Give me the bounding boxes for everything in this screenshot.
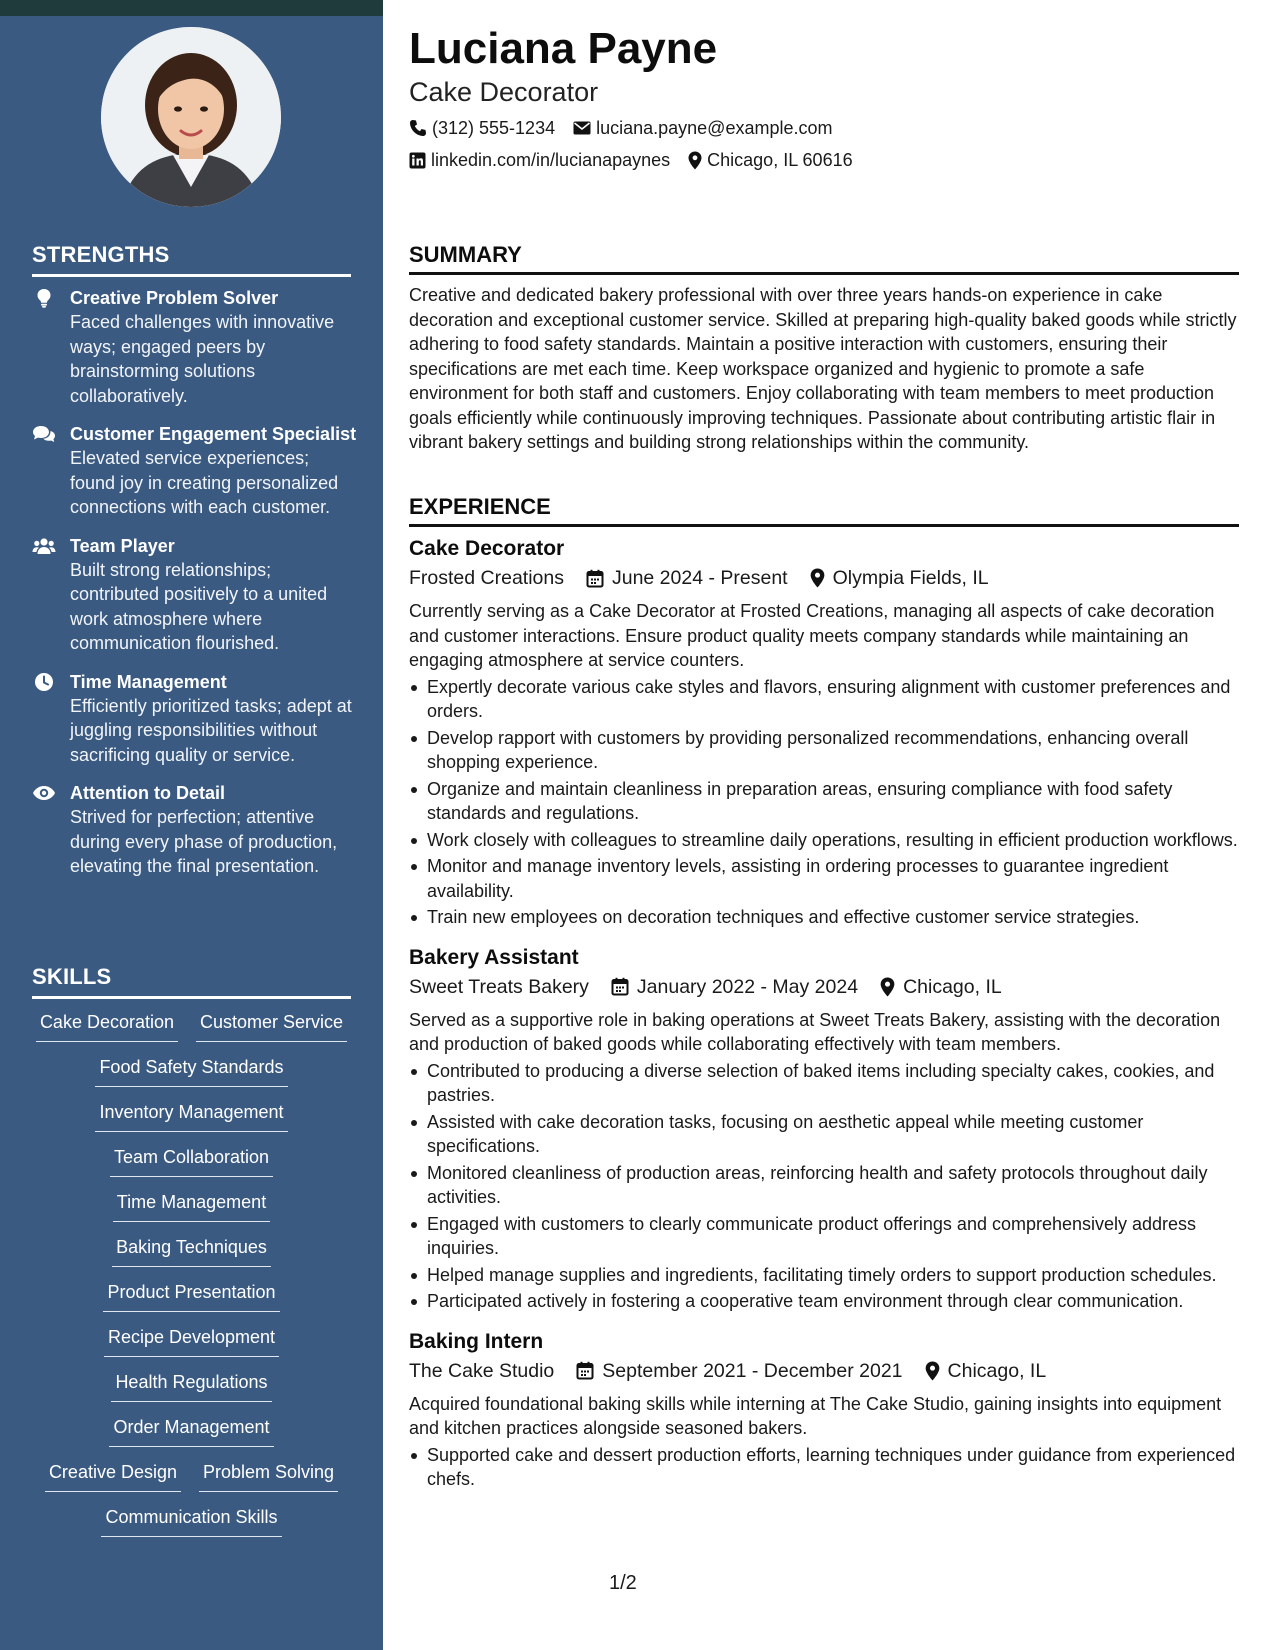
linkedin-icon <box>409 152 426 169</box>
job-dates <box>586 563 788 593</box>
skill-row <box>32 1100 351 1145</box>
skill-tag: Inventory Management <box>95 1100 287 1132</box>
job-title: Baking Intern <box>409 1329 544 1353</box>
map-pin-icon <box>880 977 895 997</box>
bullet-item: Contributed to producing a diverse selection of baked items including specialty cakes, cookies, and pastries. <box>409 1059 1239 1108</box>
contact-phone <box>409 116 555 140</box>
job-location-text: Olympia Fields, IL <box>832 567 989 589</box>
job-description: Served as a supportive role in baking operations at Sweet Treats Bakery, assisting with the decoration and production of baked goods while collaborating effectively with team members. <box>409 1009 1221 1054</box>
job-location <box>810 563 989 593</box>
skills-list <box>32 1010 351 1550</box>
calendar-icon <box>611 977 629 996</box>
job-company <box>409 972 589 1002</box>
job-location <box>880 972 1002 1002</box>
strength-title: Creative Problem Solver <box>70 288 279 308</box>
job-title: Bakery Assistant <box>409 945 579 969</box>
job-entry <box>409 944 1239 1314</box>
skill-row <box>32 1280 351 1325</box>
skill-tag: Communication Skills <box>101 1505 281 1537</box>
bullet-item: Monitored cleanliness of production areas, reinforcing health and safety protocols throughout daily activities. <box>409 1161 1239 1210</box>
job-entry <box>409 535 1239 930</box>
skills-title: SKILLS <box>32 964 351 999</box>
job-dates <box>576 1356 902 1386</box>
skill-tag: Health Regulations <box>111 1370 271 1402</box>
header <box>409 22 1239 172</box>
clock-icon <box>32 672 56 692</box>
strength-title: Team Player <box>70 535 175 556</box>
calendar-icon <box>576 1361 594 1380</box>
job-dates-text: September 2021 - December 2021 <box>602 1359 903 1382</box>
skill-row <box>32 1055 351 1100</box>
skill-tag: Cake Decoration <box>36 1010 178 1042</box>
job-dates-text: June 2024 - Present <box>611 567 788 589</box>
bullet-item: Monitor and manage inventory levels, assisting in ordering processes to guarantee ingredient availability. <box>409 854 1239 903</box>
skill-row <box>32 1370 351 1415</box>
skill-row <box>32 1145 351 1190</box>
sidebar-top-bar <box>0 0 383 16</box>
linkedin-url[interactable]: linkedin.com/in/lucianapaynes <box>431 150 671 170</box>
job-company <box>409 1356 554 1386</box>
strength-item <box>32 422 357 520</box>
skill-tag: Baking Techniques <box>112 1235 271 1267</box>
strength-item <box>32 286 357 408</box>
chat-bubbles-icon <box>32 424 56 444</box>
bullet-item: Develop rapport with customers by providing personalized recommendations, enhancing overall shopping experience. <box>409 726 1239 775</box>
avatar <box>101 27 281 207</box>
bullet-item: Helped manage supplies and ingredients, facilitating timely orders to support production schedules. <box>409 1263 1239 1288</box>
sidebar <box>0 0 383 1650</box>
bullet-item: Work closely with colleagues to streamline daily operations, resulting in efficient production workflows. <box>409 828 1239 853</box>
skill-tag: Time Management <box>113 1190 270 1222</box>
bullet-item: Engaged with customers to clearly communicate product offerings and comprehensively address inquiries. <box>409 1212 1239 1261</box>
skill-tag: Creative Design <box>45 1460 181 1492</box>
page-number: 1/2 <box>609 1572 637 1594</box>
bullet-item: Supported cake and dessert production efforts, learning techniques under guidance from experienced chefs. <box>409 1443 1239 1492</box>
skill-row <box>32 1010 351 1055</box>
calendar-icon <box>586 569 604 588</box>
eye-icon <box>32 783 56 803</box>
strength-desc: Strived for perfection; attentive during every phase of production, elevating the final presentation. <box>70 807 338 876</box>
job-bullets <box>409 675 1239 930</box>
skill-row <box>32 1460 351 1505</box>
location-text: Chicago, IL 60616 <box>707 150 853 170</box>
job-bullets <box>409 1443 1239 1492</box>
skill-tag: Product Presentation <box>103 1280 279 1312</box>
job-location-text: Chicago, IL <box>903 975 1002 998</box>
strength-desc: Built strong relationships; contributed positively to a united work atmosphere where communication flourished. <box>70 559 328 653</box>
email-address[interactable]: luciana.payne@example.com <box>596 118 833 138</box>
skill-tag: Food Safety Standards <box>95 1055 287 1087</box>
strength-desc: Faced challenges with innovative ways; engaged peers by brainstorming solutions collaboratively. <box>70 312 335 406</box>
lightbulb-icon <box>32 288 56 308</box>
skill-tag: Recipe Development <box>104 1325 279 1357</box>
map-pin-icon <box>810 568 825 588</box>
summary-title: SUMMARY <box>409 242 1239 275</box>
phone-icon <box>409 119 427 137</box>
strengths-title: STRENGTHS <box>32 242 351 277</box>
skill-row <box>32 1190 351 1235</box>
skill-row <box>32 1325 351 1370</box>
job-dates <box>611 972 858 1002</box>
job-meta <box>409 1356 1239 1386</box>
map-pin-icon <box>688 151 702 170</box>
company-name: Frosted Creations <box>409 567 564 589</box>
contact-row <box>409 148 1239 172</box>
skill-tag: Problem Solving <box>199 1460 338 1492</box>
summary-text: Creative and dedicated bakery professional with over three years hands-on experience in cake decoration and exceptional customer service. Skilled at preparing high-quality baked goods while strictly adhering to food safety standards. Maintain a positive interaction with customers, ensuring their specifications are met each time. Keep workspace organized and hygienic to promote a safe environment for both staff and customers. Enjoy collaborating with team members to meet production goals efficiently while continuously improving techniques. Passionate about contributing artistic flair in vibrant bakery settings and building strong relationships within the community. <box>409 285 1237 452</box>
skill-row <box>32 1415 351 1460</box>
job-dates-text: January 2022 - May 2024 <box>636 975 859 998</box>
company-name: Sweet Treats Bakery <box>409 975 589 998</box>
summary-section <box>409 242 1239 455</box>
company-name: The Cake Studio <box>409 1359 555 1382</box>
job-location <box>925 1356 1047 1386</box>
contact-email[interactable] <box>573 116 832 140</box>
contact-location <box>688 148 852 172</box>
strength-desc: Efficiently prioritized tasks; adept at juggling responsibilities without sacrificing quality or service. <box>70 695 352 765</box>
experience-title: EXPERIENCE <box>409 494 1239 527</box>
candidate-name: Luciana Payne <box>409 24 718 73</box>
strength-item <box>32 670 357 768</box>
experience-section <box>409 494 1239 1506</box>
strength-title: Time Management <box>70 671 227 692</box>
strength-desc: Elevated service experiences; found joy in creating personalized connections with each customer. <box>70 448 339 517</box>
skill-tag: Customer Service <box>196 1010 347 1042</box>
bullet-item: Train new employees on decoration techniques and effective customer service strategies. <box>409 905 1239 930</box>
bullet-item: Assisted with cake decoration tasks, focusing on aesthetic appeal while meeting customer specifications. <box>409 1110 1239 1159</box>
candidate-role: Cake Decorator <box>409 77 599 107</box>
job-meta <box>409 972 1239 1002</box>
strength-item <box>32 534 357 656</box>
bullet-item: Expertly decorate various cake styles and flavors, ensuring alignment with customer preferences and orders. <box>409 675 1239 724</box>
job-company <box>409 563 564 593</box>
strength-title: Customer Engagement Specialist <box>70 424 357 444</box>
job-meta <box>409 563 1239 593</box>
map-pin-icon <box>925 1361 940 1381</box>
job-title: Cake Decorator <box>409 537 565 560</box>
job-location-text: Chicago, IL <box>947 1359 1047 1382</box>
strength-item <box>32 781 357 879</box>
envelope-icon <box>573 121 591 135</box>
bullet-item: Participated actively in fostering a cooperative team environment through clear communication. <box>409 1289 1239 1314</box>
job-bullets <box>409 1059 1239 1314</box>
strengths-list <box>32 286 357 893</box>
contact-linkedin[interactable] <box>409 148 670 172</box>
skill-tag: Order Management <box>109 1415 273 1447</box>
job-description: Acquired foundational baking skills while interning at The Cake Studio, gaining insights into equipment and kitchen practices alongside seasoned bakers. <box>409 1393 1222 1438</box>
strength-title: Attention to Detail <box>70 783 225 803</box>
contact-row <box>409 116 1239 140</box>
phone-number: (312) 555-1234 <box>432 118 556 138</box>
job-description: Currently serving as a Cake Decorator at Frosted Creations, managing all aspects of cake decoration and customer interactions. Ensure product quality meets company standards while maintaining an engaging atmosphere at service counters. <box>409 601 1215 670</box>
bullet-item: Organize and maintain cleanliness in preparation areas, ensuring compliance with food safety standards and regulations. <box>409 777 1239 826</box>
skill-row <box>32 1505 351 1550</box>
skill-row <box>32 1235 351 1280</box>
job-entry <box>409 1328 1239 1492</box>
skill-tag: Team Collaboration <box>110 1145 273 1177</box>
users-icon <box>32 536 56 556</box>
